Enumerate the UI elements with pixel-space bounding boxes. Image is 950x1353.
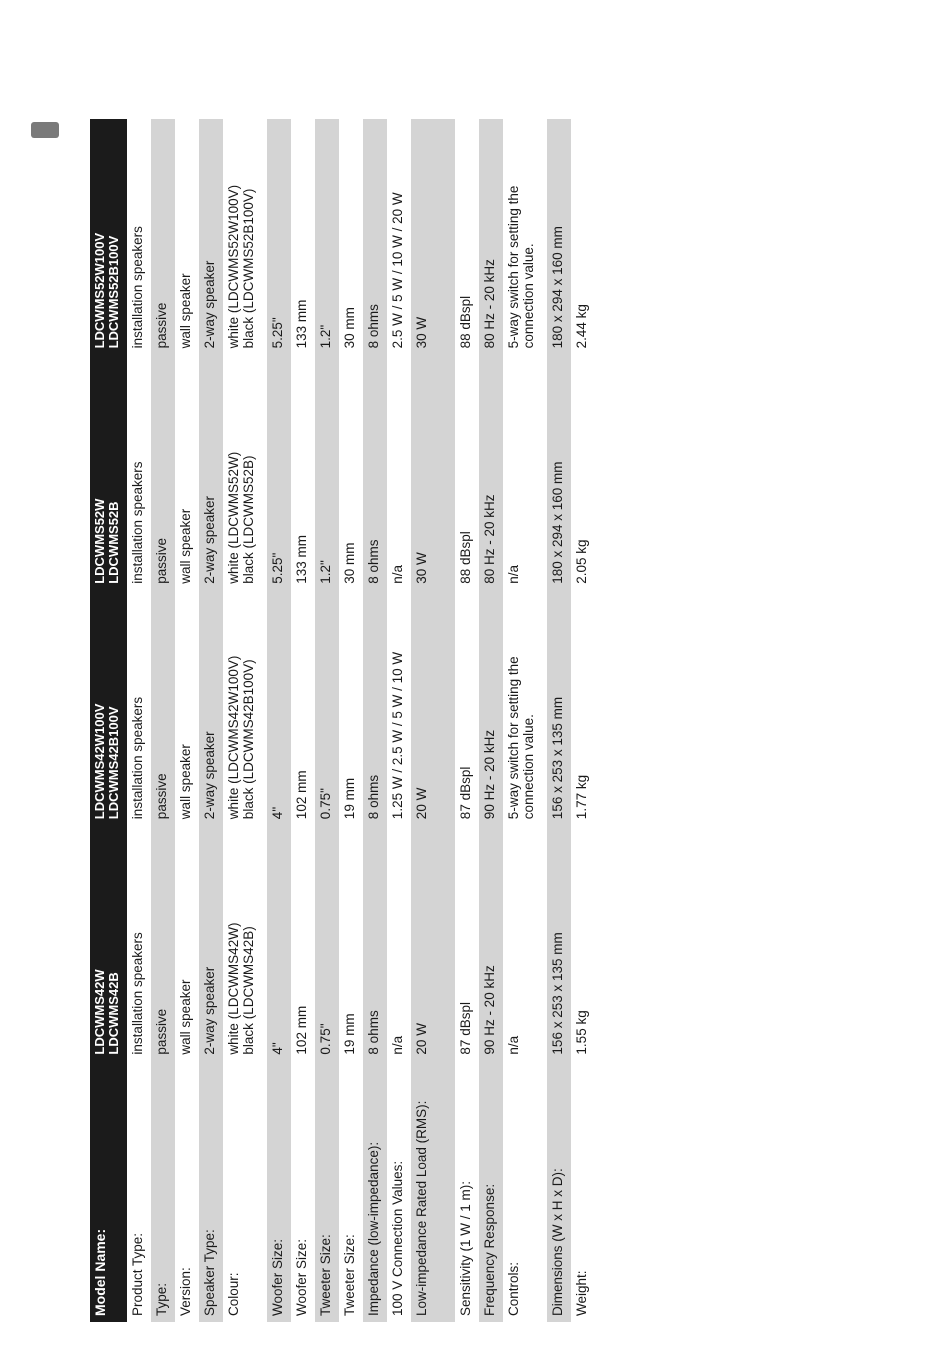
value-cell: 5.25": [267, 119, 291, 354]
value-cell: 8 ohms: [363, 825, 387, 1060]
value-cell: passive: [151, 825, 175, 1060]
model-name-cell: [90, 354, 127, 589]
value-line: black (LDCWMS52B): [241, 455, 256, 584]
value-cell: 5.25": [267, 354, 291, 589]
value-cell: 8 ohms: [363, 590, 387, 825]
model-name-line: LDCWMS42B100V: [106, 706, 121, 820]
row-label: Weight:: [574, 1270, 589, 1316]
value-cell: 4": [267, 825, 291, 1060]
table-row: [267, 119, 291, 1322]
value-cell: 90 Hz - 20 kHz: [479, 590, 503, 825]
value-cell: 80 Hz - 20 kHz: [479, 354, 503, 589]
value-cell: 30 W: [411, 354, 455, 589]
value-cell: 19 mm: [342, 777, 357, 820]
value-cell: 5-way switch for setting the connection value.: [506, 185, 536, 349]
value-cell: installation speakers: [130, 461, 145, 584]
row-label: Impedance (low-impedance):: [363, 1061, 387, 1322]
value-cell: 20 W: [411, 825, 455, 1060]
value-cell: 1.2": [315, 119, 339, 354]
value-cell: 2-way speaker: [199, 119, 223, 354]
value-cell: 0.75": [315, 590, 339, 825]
table-row: [339, 119, 363, 1322]
value-cell: 1.25 W / 2.5 W / 5 W / 10 W: [390, 651, 405, 820]
row-label: Low-impedance Rated Load (RMS):: [411, 1061, 455, 1322]
row-label: Woofer Size:: [267, 1061, 291, 1322]
value-cell: 8 ohms: [363, 354, 387, 589]
value-cell: 19 mm: [342, 1013, 357, 1055]
table-row: [503, 119, 547, 1322]
table-row: [291, 119, 315, 1322]
model-name-line: LDCWMS52W100V: [92, 232, 107, 349]
value-line: white (LDCWMS52W): [226, 451, 241, 584]
model-name-line: LDCWMS52B100V: [106, 235, 121, 349]
row-label: Frequency Response:: [479, 1061, 503, 1322]
row-label: Speaker Type:: [199, 1061, 223, 1322]
table-row: [363, 119, 387, 1322]
value-line: black (LDCWMS42B): [241, 926, 256, 1055]
value-cell: 4": [267, 590, 291, 825]
value-cell: 102 mm: [294, 1005, 309, 1055]
value-cell: 102 mm: [294, 770, 309, 820]
table-row: [315, 119, 339, 1322]
value-cell: 87 dBspl: [458, 766, 473, 820]
spec-table-container: [90, 119, 589, 1322]
table-row: [151, 119, 175, 1322]
model-name-cell: [90, 590, 127, 825]
table-row: [223, 119, 267, 1322]
value-cell: n/a: [506, 565, 521, 584]
page-tab-marker: [31, 122, 59, 138]
row-label: Sensitivity (1 W / 1 m):: [458, 1180, 473, 1316]
model-name-line: LDCWMS52B: [106, 501, 121, 584]
value-cell: [223, 119, 267, 354]
value-cell: 2-way speaker: [199, 825, 223, 1060]
model-name-cell: [90, 119, 127, 354]
value-cell: 5-way switch for setting the connection value.: [506, 656, 536, 820]
value-line: white (LDCWMS52W100V): [226, 184, 241, 349]
model-name-line: LDCWMS42B: [106, 972, 121, 1055]
value-cell: 2-way speaker: [199, 354, 223, 589]
value-cell: wall speaker: [178, 744, 193, 820]
row-label: Product Type:: [130, 1232, 145, 1316]
value-cell: 87 dBspl: [458, 1002, 473, 1055]
row-label: Version:: [178, 1267, 193, 1316]
value-cell: n/a: [506, 1035, 521, 1055]
value-cell: n/a: [390, 1035, 405, 1055]
model-name-cell: [90, 825, 127, 1060]
value-line: white (LDCWMS42W100V): [226, 655, 241, 820]
value-cell: 90 Hz - 20 kHz: [479, 825, 503, 1060]
value-cell: wall speaker: [178, 273, 193, 349]
value-cell: 80 Hz - 20 kHz: [479, 119, 503, 354]
value-cell: installation speakers: [130, 226, 145, 349]
value-cell: 1.55 kg: [574, 1010, 589, 1055]
row-label: Woofer Size:: [294, 1238, 309, 1316]
value-cell: 88 dBspl: [458, 531, 473, 584]
value-cell: n/a: [390, 565, 405, 584]
value-cell: 180 x 294 x 160 mm: [547, 119, 571, 354]
row-label: Controls:: [506, 1261, 521, 1316]
table-row: [127, 119, 151, 1322]
row-label: Dimensions (W x H x D):: [547, 1061, 571, 1322]
value-cell: 133 mm: [294, 299, 309, 349]
table-row: [547, 119, 571, 1322]
value-cell: 0.75": [315, 825, 339, 1060]
value-cell: wall speaker: [178, 979, 193, 1055]
table-row: [571, 119, 598, 1322]
row-label: Tweeter Size:: [315, 1061, 339, 1322]
value-cell: [223, 354, 267, 589]
value-cell: 156 x 253 x 135 mm: [547, 825, 571, 1060]
row-label: 100 V Connection Values:: [390, 1160, 405, 1316]
value-cell: passive: [151, 590, 175, 825]
value-cell: 133 mm: [294, 535, 309, 584]
model-name-label: Model Name:: [90, 1061, 127, 1322]
value-cell: 2.05 kg: [574, 539, 589, 584]
row-label: Colour:: [226, 1272, 241, 1316]
table-row: [479, 119, 503, 1322]
value-cell: [223, 825, 267, 1060]
spec-table: [90, 119, 598, 1322]
value-line: white (LDCWMS42W): [226, 922, 241, 1055]
value-line: black (LDCWMS52B100V): [241, 188, 256, 349]
value-cell: 2.44 kg: [574, 304, 589, 349]
value-cell: 180 x 294 x 160 mm: [547, 354, 571, 589]
value-cell: passive: [151, 119, 175, 354]
value-cell: wall speaker: [178, 508, 193, 584]
value-cell: 88 dBspl: [458, 295, 473, 349]
model-name-line: LDCWMS52W: [92, 498, 107, 584]
value-cell: 20 W: [411, 590, 455, 825]
value-cell: 30 mm: [342, 307, 357, 349]
value-cell: 1.2": [315, 354, 339, 589]
table-row: [387, 119, 411, 1322]
table-row: [175, 119, 199, 1322]
table-row: [455, 119, 479, 1322]
row-label: Tweeter Size:: [342, 1234, 357, 1316]
value-cell: 30 mm: [342, 542, 357, 584]
row-label: Type:: [151, 1061, 175, 1322]
model-name-line: LDCWMS42W: [92, 969, 107, 1055]
value-cell: 8 ohms: [363, 119, 387, 354]
value-cell: installation speakers: [130, 932, 145, 1055]
model-name-line: LDCWMS42W100V: [92, 703, 107, 820]
table-header-row: [90, 119, 127, 1322]
value-cell: 156 x 253 x 135 mm: [547, 590, 571, 825]
value-line: black (LDCWMS42B100V): [241, 659, 256, 820]
value-cell: [223, 590, 267, 825]
table-row: [411, 119, 455, 1322]
value-cell: 1.77 kg: [574, 774, 589, 820]
value-cell: 30 W: [411, 119, 455, 354]
value-cell: 2.5 W / 5 W / 10 W / 20 W: [390, 192, 405, 349]
value-cell: passive: [151, 354, 175, 589]
value-cell: 2-way speaker: [199, 590, 223, 825]
table-row: [199, 119, 223, 1322]
value-cell: installation speakers: [130, 696, 145, 820]
